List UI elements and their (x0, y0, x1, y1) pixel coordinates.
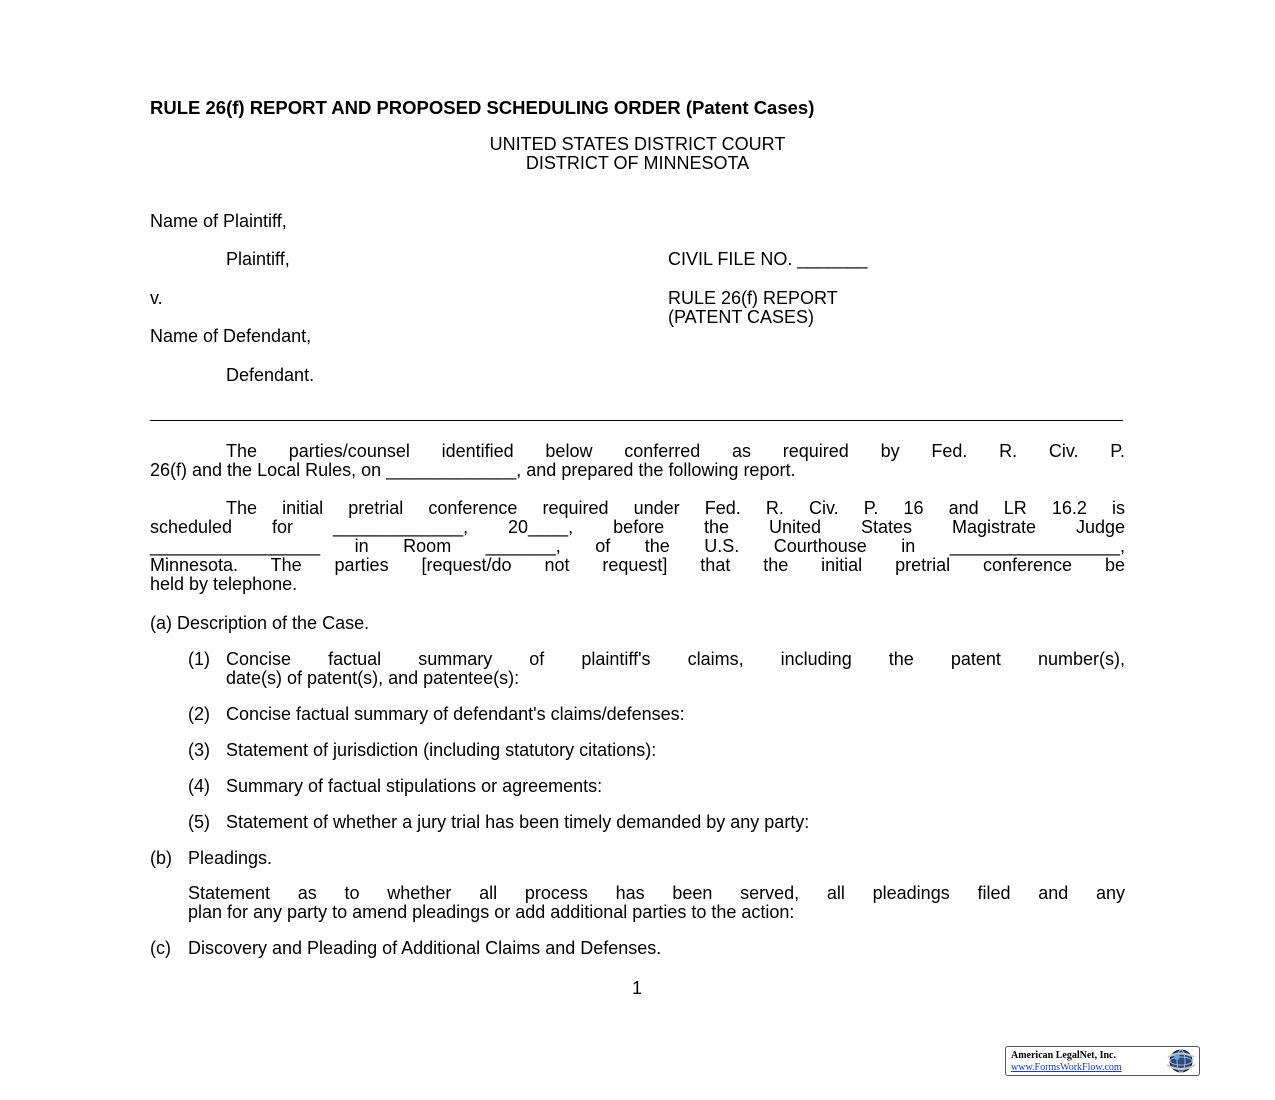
section-a-heading: (a) Description of the Case. (150, 613, 370, 633)
section-a-item-4: Summary of factual stipulations or agreements: (226, 776, 603, 796)
pretrial-paragraph (150, 499, 1125, 594)
pretrial-line-2: scheduled for _____________, 20____, before the United States Magistrate Judge (150, 517, 1125, 537)
globe-icon (1163, 1048, 1197, 1074)
document-title: RULE 26(f) REPORT AND PROPOSED SCHEDULING ORDER (Patent Cases) (150, 97, 815, 118)
item-1-line-2: date(s) of patent(s), and patentee(s): (226, 668, 520, 688)
footer-logo[interactable] (1005, 1046, 1200, 1076)
pretrial-line-1: The initial pretrial conference required under Fed. R. Civ. P. 16 and LR 16.2 is (226, 498, 1125, 518)
section-a-item-5: Statement of whether a jury trial has been timely demanded by any party: (226, 812, 810, 832)
item-1-line-1: Concise factual summary of plaintiff's claims, including the patent number(s), (226, 649, 1125, 669)
item-number: (4) (188, 776, 210, 796)
section-c-number: (c) (150, 938, 171, 958)
section-a-item-3: Statement of jurisdiction (including statutory citations): (226, 740, 657, 760)
section-c-heading: Discovery and Pleading of Additional Claims and Defenses. (188, 938, 662, 958)
section-b-statement (188, 884, 1125, 922)
item-number: (3) (188, 740, 210, 760)
defendant-label: Defendant. (226, 365, 315, 385)
court-district: DISTRICT OF MINNESOTA (525, 153, 750, 173)
versus: v. (150, 288, 163, 308)
civil-file-number: CIVIL FILE NO. _______ (668, 249, 868, 269)
item-number: (5) (188, 812, 210, 832)
page-number: 1 (632, 978, 643, 998)
pretrial-line-3: _________________ in Room _______, of the U.S. Courthouse in _________________, (150, 536, 1125, 556)
logo-url-link[interactable]: www.FormsWorkFlow.com (1011, 1062, 1122, 1073)
conference-line-1: The parties/counsel identified below conferred as required by Fed. R. Civ. P. (226, 441, 1125, 461)
plaintiff-name: Name of Plaintiff, (150, 211, 287, 231)
plaintiff-label: Plaintiff, (226, 249, 290, 269)
item-number: (1) (188, 649, 210, 669)
conference-line-2: 26(f) and the Local Rules, on _____________, and prepared the following report. (150, 460, 796, 480)
caption-divider (150, 420, 1123, 421)
court-name: UNITED STATES DISTRICT COURT (489, 134, 786, 154)
section-b-line-1: Statement as to whether all process has been served, all pleadings filed and any (188, 883, 1125, 903)
section-a-item-1 (226, 650, 1125, 688)
defendant-name: Name of Defendant, (150, 326, 312, 346)
logo-company: American LegalNet, Inc. (1011, 1050, 1116, 1061)
item-number: (2) (188, 704, 210, 724)
conference-paragraph (150, 442, 1125, 480)
section-b-heading: Pleadings. (188, 848, 273, 868)
section-a-item-2: Concise factual summary of defendant's claims/defenses: (226, 704, 685, 724)
report-title-line2: (PATENT CASES) (668, 307, 815, 327)
section-b-number: (b) (150, 848, 172, 868)
pretrial-line-5: held by telephone. (150, 574, 298, 594)
pretrial-line-4: Minnesota. The parties [request/do not request] that the initial pretrial conference be (150, 555, 1125, 575)
section-b-line-2: plan for any party to amend pleadings or add additional parties to the action: (188, 902, 795, 922)
report-title-line1: RULE 26(f) REPORT (668, 288, 838, 308)
